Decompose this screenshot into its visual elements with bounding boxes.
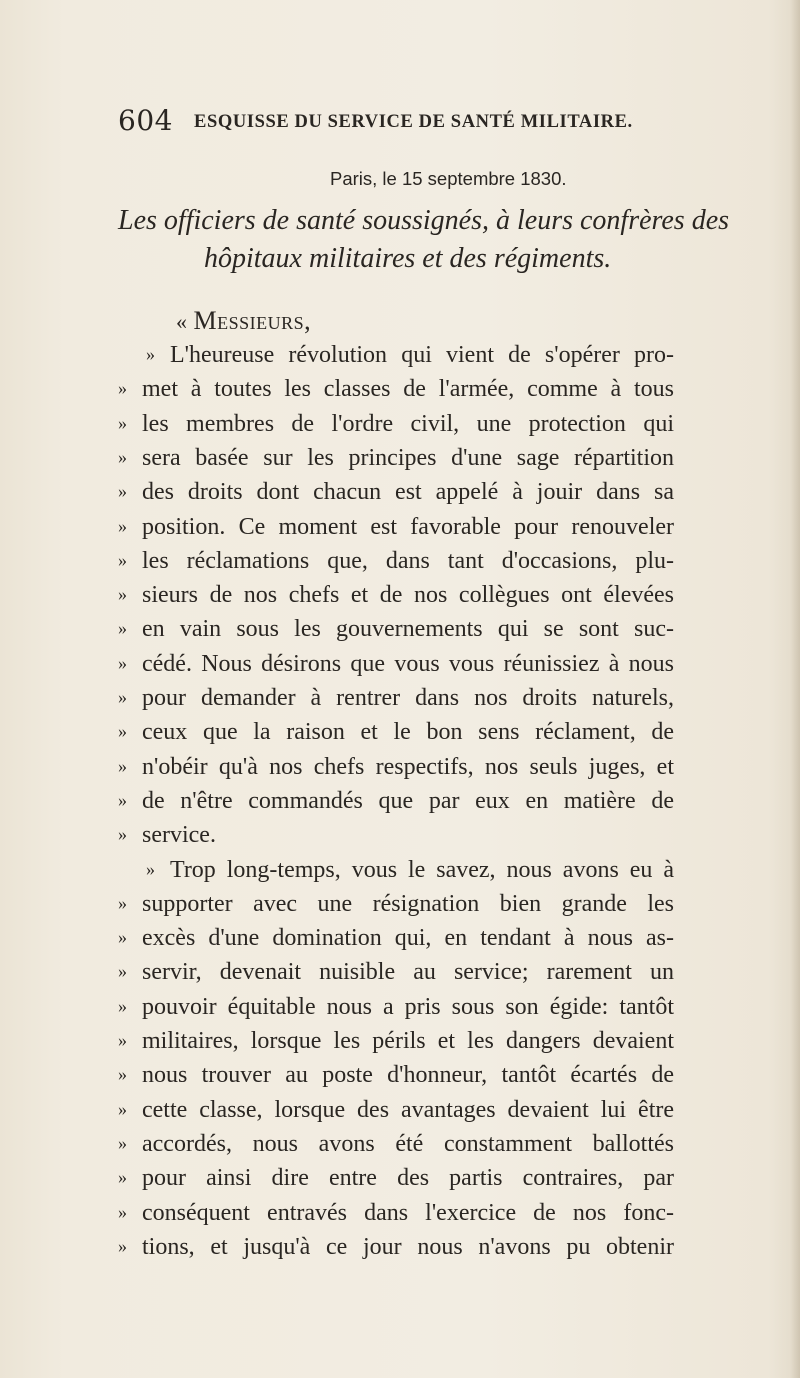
- line-text: tions, et jusqu'à ce jour nous n'avons pu obtenir: [142, 1233, 674, 1260]
- text-line: [118, 1062, 678, 1096]
- salutation-text: Messieurs,: [193, 306, 312, 335]
- line-text: excès d'une domination qui, en tendant à nous as-: [142, 925, 674, 952]
- line-text: n'obéir qu'à nos chefs respectifs, nos seuls juges, et: [142, 753, 674, 780]
- text-line: [118, 857, 678, 891]
- quote-mark: »: [118, 927, 127, 948]
- text-line: [118, 1028, 678, 1062]
- quote-mark: »: [118, 412, 127, 433]
- text-line: [118, 891, 678, 925]
- quote-mark: »: [118, 584, 127, 605]
- text-line: [118, 479, 678, 513]
- quote-mark: »: [118, 892, 127, 913]
- text-line: [118, 376, 678, 410]
- quote-mark: »: [118, 1064, 127, 1085]
- line-text: pouvoir équitable nous a pris sous son égide: tantôt: [142, 993, 674, 1020]
- line-text: nous trouver au poste d'honneur, tantôt écartés de: [142, 1062, 674, 1089]
- text-line: [118, 411, 678, 445]
- line-text: militaires, lorsque les périls et les dangers devaient: [142, 1028, 674, 1054]
- text-line: [118, 651, 678, 685]
- quote-mark: »: [118, 789, 127, 810]
- quote-mark: »: [118, 1235, 127, 1256]
- text-line: [118, 514, 678, 548]
- line-text: cette classe, lorsque des avantages devaient lui être: [142, 1096, 674, 1123]
- text-line: [118, 994, 678, 1028]
- line-text: met à toutes les classes de l'armée, comme à tous: [142, 376, 674, 403]
- text-line: [118, 719, 678, 753]
- line-text: servir, devenait nuisible au service; rarement un: [142, 959, 674, 986]
- line-text: sieurs de nos chefs et de nos collègues ont élevées: [142, 582, 674, 609]
- line-text: supporter avec une résignation bien grande les: [142, 890, 674, 917]
- text-line: [118, 959, 678, 993]
- dateline: Paris, le 15 septembre 1830.: [330, 168, 567, 189]
- quote-mark: »: [118, 446, 127, 467]
- quote-mark: »: [118, 755, 127, 776]
- quote-mark: »: [118, 721, 127, 742]
- text-line: [118, 1097, 678, 1131]
- line-text: en vain sous les gouvernements qui se sont suc-: [142, 616, 674, 643]
- quote-mark: »: [118, 481, 127, 502]
- quote-mark: »: [118, 961, 127, 982]
- text-line: [118, 342, 678, 376]
- page-header: [118, 104, 678, 144]
- text-line: [118, 445, 678, 479]
- quote-mark: »: [118, 1132, 127, 1153]
- quote-mark: »: [118, 1167, 127, 1188]
- running-title: ESQUISSE DU SERVICE DE SANTÉ MILITAIRE.: [194, 112, 633, 132]
- quote-mark: »: [118, 549, 127, 570]
- line-text: service.: [142, 822, 216, 849]
- line-text: ceux que la raison et le bon sens réclament, de: [142, 719, 674, 746]
- line-text: de n'être commandés que par eux en matière de: [142, 787, 674, 814]
- line-text: sera basée sur les principes d'une sage répartition: [142, 444, 674, 471]
- text-line: [118, 685, 678, 719]
- text-line: [118, 548, 678, 582]
- text-line: [118, 616, 678, 650]
- text-line: [118, 1234, 678, 1268]
- quote-mark: »: [118, 824, 127, 845]
- page-number: 604: [118, 104, 173, 137]
- text-line: [118, 1165, 678, 1199]
- page-edge-shadow: [790, 0, 800, 1378]
- line-text: accordés, nous avons été constamment ballottés: [142, 1130, 674, 1157]
- quote-mark: »: [118, 618, 127, 639]
- address-line-1: Les officiers de santé soussignés, à leurs confrères des: [118, 205, 730, 236]
- text-line: [118, 1131, 678, 1165]
- quote-mark: »: [146, 858, 155, 879]
- address-line-2: hôpitaux militaires et des régiments.: [204, 243, 612, 274]
- line-text: les membres de l'ordre civil, une protection qui: [142, 410, 674, 437]
- quote-mark: »: [118, 652, 127, 673]
- quote-mark: »: [118, 378, 127, 399]
- quote-mark: »: [118, 995, 127, 1016]
- line-text: Trop long-temps, vous le savez, nous avons eu à: [170, 856, 674, 883]
- line-text: L'heureuse révolution qui vient de s'opérer pro-: [170, 342, 674, 368]
- salutation: [176, 306, 311, 336]
- line-text: les réclamations que, dans tant d'occasions, plu-: [142, 547, 674, 574]
- text-line: [118, 1200, 678, 1234]
- quote-mark: »: [118, 1201, 127, 1222]
- text-line: [118, 925, 678, 959]
- quote-mark: »: [118, 687, 127, 707]
- text-line: [118, 788, 678, 822]
- text-line: [118, 754, 678, 788]
- quote-mark: »: [118, 1098, 127, 1119]
- line-text: conséquent entravés dans l'exercice de nos fonc-: [142, 1199, 674, 1226]
- line-text: des droits dont chacun est appelé à jouir dans sa: [142, 479, 674, 506]
- line-text: cédé. Nous désirons que vous vous réunissiez à nous: [142, 650, 674, 677]
- quote-mark: »: [118, 1030, 127, 1050]
- quote-mark: »: [146, 344, 155, 364]
- line-text: pour ainsi dire entre des partis contraires, par: [142, 1165, 674, 1192]
- line-text: pour demander à rentrer dans nos droits naturels,: [142, 685, 674, 711]
- line-text: position. Ce moment est favorable pour renouveler: [142, 513, 674, 540]
- quote-mark: »: [118, 515, 127, 536]
- salutation-quote-mark: «: [176, 309, 188, 334]
- text-line: [118, 822, 678, 856]
- text-line: [118, 582, 678, 616]
